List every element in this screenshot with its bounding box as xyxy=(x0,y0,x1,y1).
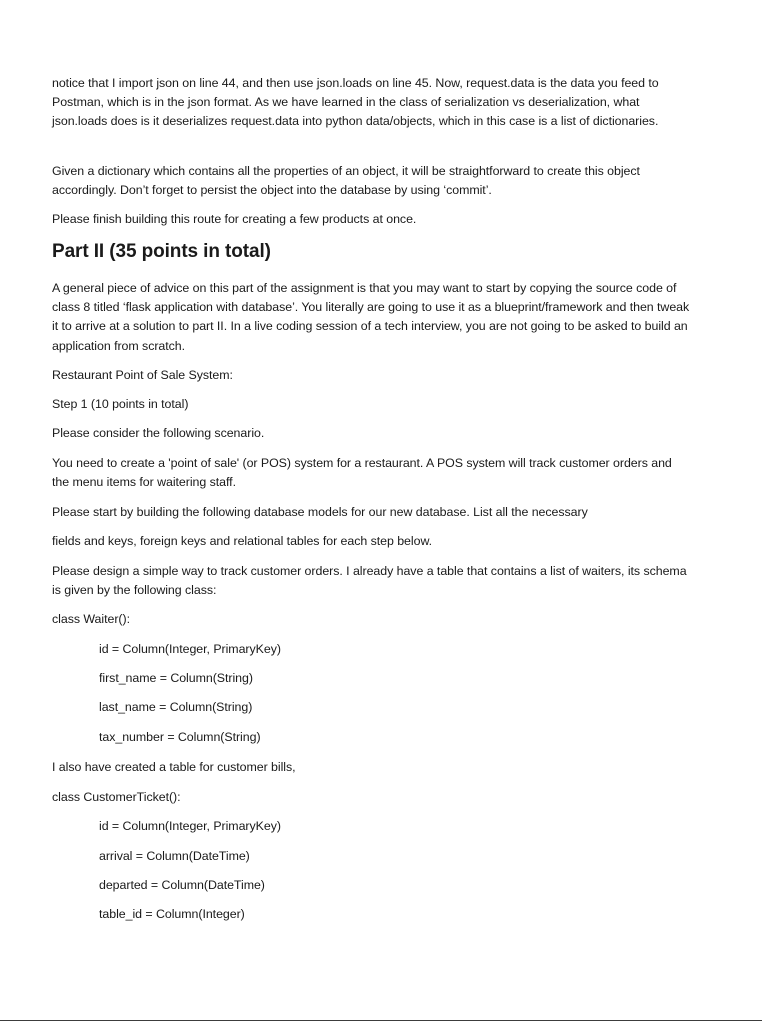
paragraph-step-1: Step 1 (10 points in total) xyxy=(52,397,189,411)
paragraph-track-orders: Please design a simple way to track customer orders. I already have a table that contains a list of waiters, its schema is given by the following class: xyxy=(52,564,687,598)
paragraph-general-advice: A general piece of advice on this part of the assignment is that you may want to start by copying the source code of class 8 titled ‘flask application with database’. You literally are going to use it as a blueprint/framework and then tweak it to arrive at a solution to part II. In a live coding session of a tech interview, you are not going to be asked to build an application from scratch. xyxy=(52,281,690,353)
code-ticket-field: arrival = Column(DateTime) xyxy=(99,849,250,863)
code-ticket-field: id = Column(Integer, PrimaryKey) xyxy=(99,819,281,833)
code-class-customer-ticket: class CustomerTicket(): xyxy=(52,790,181,804)
code-class-waiter: class Waiter(): xyxy=(52,612,130,626)
page-bottom-divider xyxy=(0,1020,762,1021)
paragraph-fields-keys: fields and keys, foreign keys and relational tables for each step below. xyxy=(52,534,433,548)
code-waiter-field: id = Column(Integer, PrimaryKey) xyxy=(99,642,281,656)
paragraph-create-object: Given a dictionary which contains all the properties of an object, it will be straightforward to create this object accordingly. Don’t forget to persist the object into the database by using ‘commit’. xyxy=(52,164,640,198)
paragraph-consider-scenario: Please consider the following scenario. xyxy=(52,426,265,440)
code-waiter-field: first_name = Column(String) xyxy=(99,671,253,685)
code-waiter-field: tax_number = Column(String) xyxy=(99,730,261,744)
paragraph-json-loads: notice that I import json on line 44, and then use json.loads on line 45. Now, request.data is the data you feed to Postman, which is in the json format. As we have learned in the class of serialization vs deserialization, what json.loads does is it deserializes request.data into python data/objects, which in this case is a list of dictionaries. xyxy=(52,76,659,129)
paragraph-customer-bills: I also have created a table for customer bills, xyxy=(52,760,296,774)
code-waiter-field: last_name = Column(String) xyxy=(99,700,253,714)
paragraph-pos-description: You need to create a 'point of sale' (or POS) system for a restaurant. A POS system will track customer orders and the menu items for waitering staff. xyxy=(52,456,672,490)
paragraph-build-models: Please start by building the following database models for our new database. List all the necessary xyxy=(52,505,588,519)
code-ticket-field: departed = Column(DateTime) xyxy=(99,878,265,892)
section-heading-part-2: Part II (35 points in total) xyxy=(52,241,271,262)
paragraph-pos-title: Restaurant Point of Sale System: xyxy=(52,368,233,382)
code-ticket-field: table_id = Column(Integer) xyxy=(99,907,245,921)
paragraph-finish-route: Please finish building this route for creating a few products at once. xyxy=(52,212,417,226)
